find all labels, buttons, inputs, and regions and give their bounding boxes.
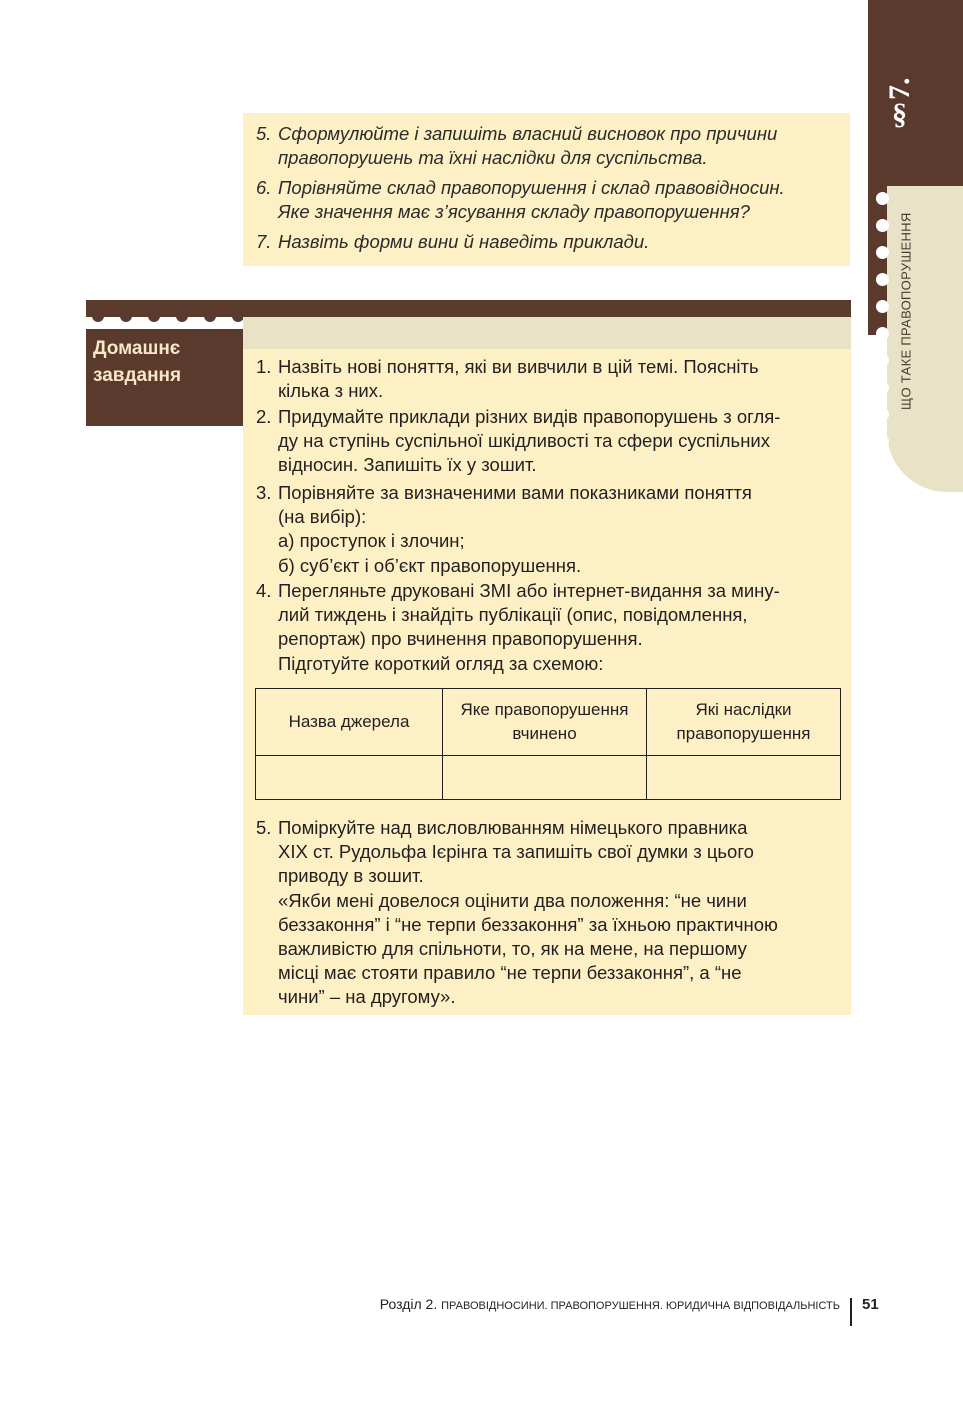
homework-item	[256, 481, 841, 578]
homework-label-line: завдання	[93, 365, 182, 386]
homework-line: Придумайте приклади різних видів правопорушень з огля-	[278, 406, 781, 427]
question-line: Яке значення має з’ясування складу правопорушення?	[278, 201, 750, 222]
section-number: §7.	[883, 77, 916, 133]
side-tab-dot	[876, 354, 889, 367]
schema-table	[255, 688, 841, 800]
homework-item	[256, 579, 841, 676]
homework-line: XIX ст. Рудольфа Ієрінга та запишіть свої думки з цього	[278, 841, 754, 863]
table-header-cell: Назва джерела	[256, 689, 443, 756]
homework-line: кілька з них.	[278, 380, 384, 402]
question-line: Назвіть форми вини й наведіть приклади.	[278, 231, 650, 252]
question-item	[256, 122, 841, 170]
side-tab-dot	[876, 300, 889, 313]
question-line: правопорушень та їхні наслідки для суспільства.	[278, 147, 708, 168]
running-footer	[300, 1296, 840, 1312]
side-tab-dot	[876, 219, 889, 232]
question-item	[256, 176, 841, 224]
footer-divider	[850, 1298, 852, 1326]
question-number: 5.	[256, 123, 272, 144]
homework-quote-line: беззаконня” і “не терпи беззаконня” за їхньою практичною	[278, 913, 778, 935]
side-tab-dot	[876, 408, 889, 421]
homework-line: ду на ступінь суспільної шкідливості та сфери суспільних	[278, 430, 770, 452]
homework-line: Порівняйте за визначеними вами показниками поняття	[278, 482, 752, 503]
side-tab-dot	[876, 381, 889, 394]
homework-quote-line: важливістю для спільноти, то, як на мене, на першому	[278, 938, 747, 960]
homework-label	[93, 335, 238, 389]
homework-line: б) суб’єкт і об’єкт правопорушення.	[278, 554, 582, 576]
question-number: 7.	[256, 231, 272, 252]
homework-line: (на вибір):	[278, 506, 367, 528]
homework-line: Назвіть нові поняття, які ви вивчили в цій темі. Поясніть	[278, 356, 759, 377]
homework-line: репортаж) про вчинення правопорушення.	[278, 628, 643, 650]
homework-number: 5.	[256, 817, 272, 838]
homework-line: приводу в зошит.	[278, 865, 424, 887]
homework-number: 2.	[256, 406, 272, 427]
footer-section-label: Розділ 2.	[379, 1296, 438, 1312]
homework-line: а) проступок і злочин;	[278, 530, 465, 552]
homework-number: 4.	[256, 580, 272, 601]
homework-number: 3.	[256, 482, 272, 503]
homework-line: відносин. Запишіть їх у зошит.	[278, 454, 537, 476]
table-cell	[647, 756, 841, 800]
side-tab-dot	[876, 192, 889, 205]
side-tab-dot	[876, 273, 889, 286]
homework-item	[256, 816, 841, 1010]
homework-quote-line: «Якби мені довелося оцінити два положення: “не чини	[278, 889, 747, 911]
table-row	[256, 756, 841, 800]
homework-line: Перегляньте друковані ЗМІ або інтернет-видання за мину-	[278, 580, 780, 601]
table-cell	[443, 756, 647, 800]
table-cell	[256, 756, 443, 800]
homework-quote-line: чини” – на другому».	[278, 986, 456, 1008]
page-number: 51	[862, 1296, 879, 1313]
table-header-cell: Яке правопорушення вчинено	[443, 689, 647, 756]
side-tab-dot	[876, 327, 889, 340]
homework-item	[256, 355, 841, 403]
table-header-cell: Які наслідки правопорушення	[647, 689, 841, 756]
band-dot	[92, 310, 104, 322]
footer-section-caption: ПРАВОВІДНОСИНИ. ПРАВОПОРУШЕННЯ. ЮРИДИЧНА ВІДПОВІДАЛЬНІСТЬ	[441, 1300, 840, 1312]
homework-quote-line: місці має стояти правило “не терпи беззаконня”, а “не	[278, 962, 742, 984]
band-dot	[148, 310, 160, 322]
band-dot	[120, 310, 132, 322]
homework-number: 1.	[256, 356, 272, 377]
band-dot	[204, 310, 216, 322]
homework-line: Поміркуйте над висловлюванням німецького правника	[278, 817, 748, 838]
homework-label-line: Домашнє	[93, 338, 181, 359]
question-number: 6.	[256, 177, 272, 198]
homework-line: Підготуйте короткий огляд за схемою:	[278, 652, 604, 674]
section-title: ЩО ТАКЕ ПРАВОПОРУШЕННЯ	[898, 212, 914, 410]
table-header-row	[256, 689, 841, 756]
side-tab-dot	[876, 435, 889, 448]
side-tab-dot	[876, 246, 889, 259]
band-dot	[176, 310, 188, 322]
question-line: Порівняйте склад правопорушення і склад правовідносин.	[278, 177, 785, 198]
band-light-strip	[243, 317, 851, 349]
question-item	[256, 230, 841, 254]
question-line: Сформулюйте і запишіть власний висновок про причини	[278, 123, 778, 144]
homework-item	[256, 405, 841, 478]
homework-line: лий тиждень і знайдіть публікації (опис, повідомлення,	[278, 604, 748, 626]
